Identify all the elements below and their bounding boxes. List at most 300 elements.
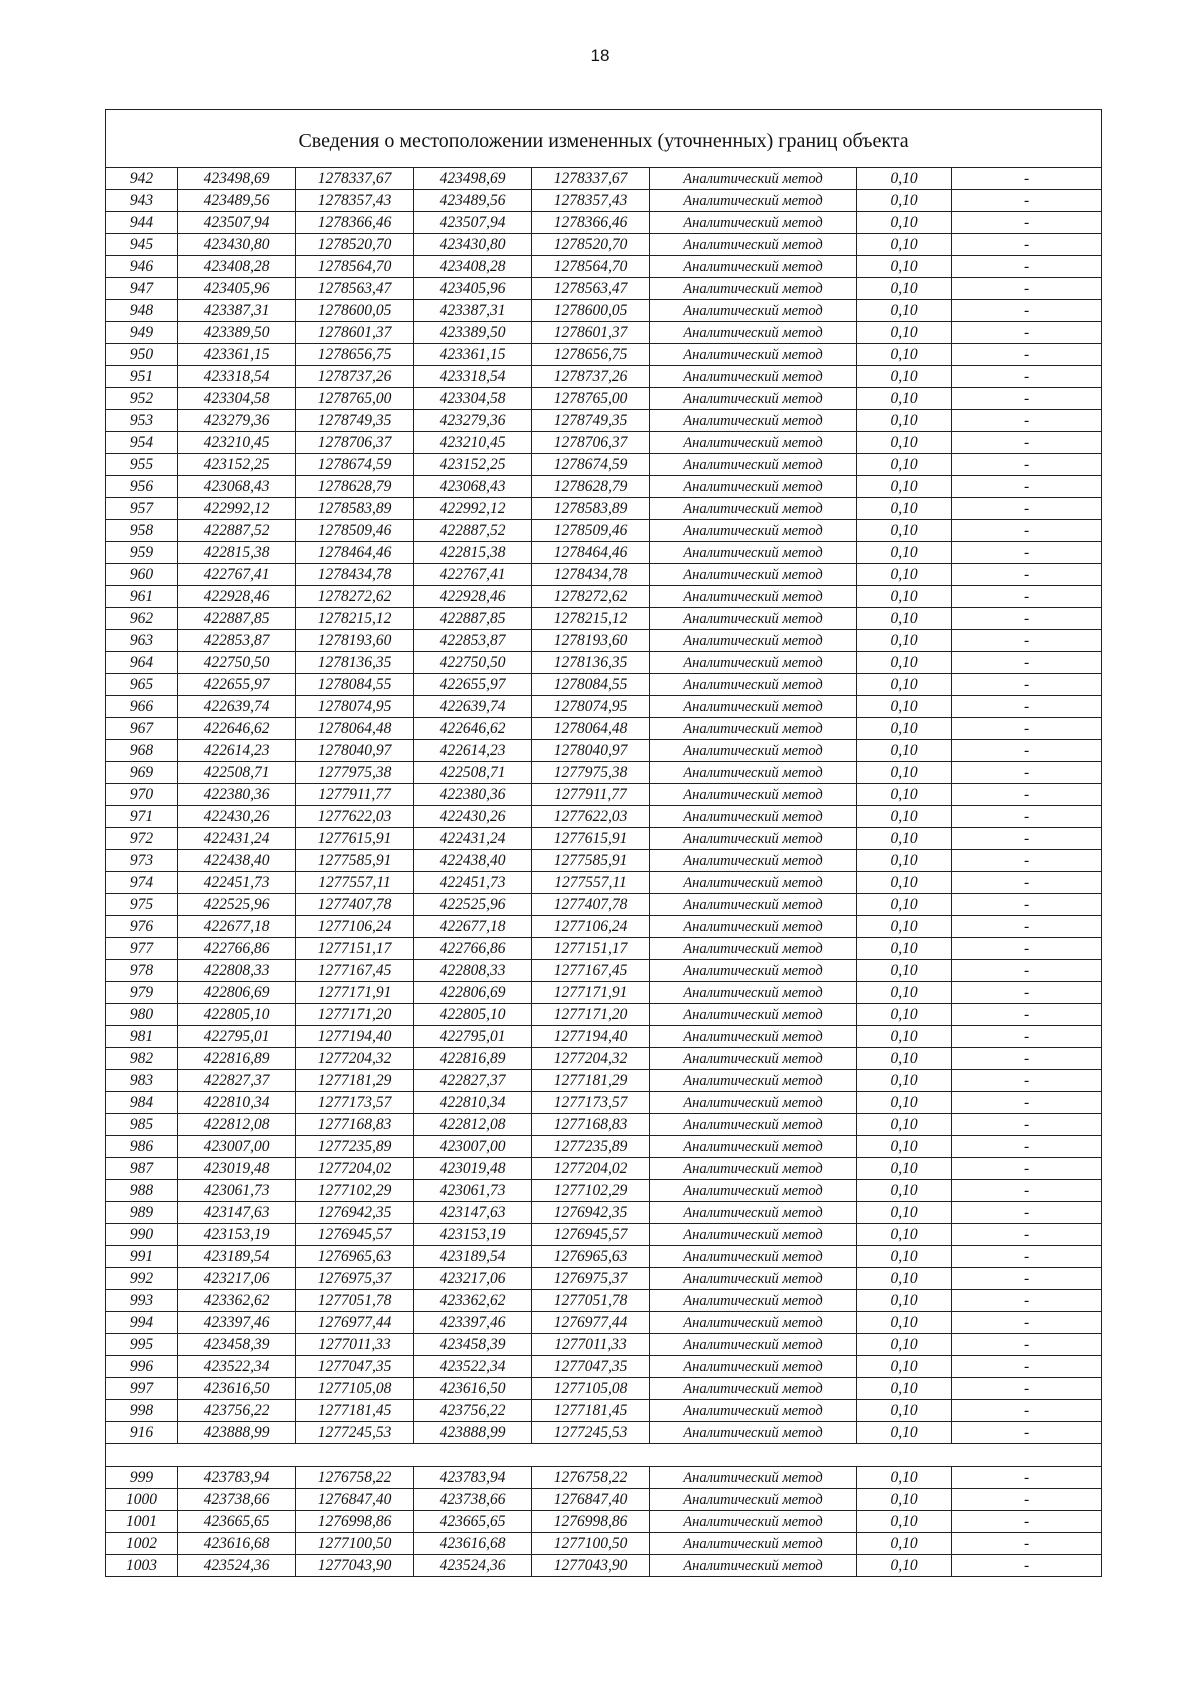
x-existing-cell: 422639,74: [178, 696, 296, 718]
table-row: [106, 190, 1102, 212]
y-existing-cell: 1277585,91: [296, 850, 414, 872]
y-refined-cell: 1278600,05: [532, 300, 650, 322]
point-number-cell: 1000: [106, 1489, 178, 1511]
method-cell: Аналитический метод: [650, 366, 857, 388]
accuracy-cell: 0,10: [857, 168, 952, 190]
description-cell: -: [952, 696, 1102, 718]
y-refined-cell: 1277011,33: [532, 1334, 650, 1356]
y-refined-cell: 1276965,63: [532, 1246, 650, 1268]
point-number-cell: 973: [106, 850, 178, 872]
method-cell: Аналитический метод: [650, 1092, 857, 1114]
y-existing-cell: 1278628,79: [296, 476, 414, 498]
accuracy-cell: 0,10: [857, 256, 952, 278]
point-number-cell: 986: [106, 1136, 178, 1158]
y-refined-cell: 1278564,70: [532, 256, 650, 278]
point-number-cell: 996: [106, 1356, 178, 1378]
y-refined-cell: 1277245,53: [532, 1422, 650, 1444]
table-row: [106, 1246, 1102, 1268]
x-refined-cell: 422438,40: [414, 850, 532, 872]
y-refined-cell: 1278366,46: [532, 212, 650, 234]
description-cell: -: [952, 960, 1102, 982]
x-existing-cell: 423210,45: [178, 432, 296, 454]
x-existing-cell: 423217,06: [178, 1268, 296, 1290]
table-row: [106, 1004, 1102, 1026]
x-existing-cell: 422795,01: [178, 1026, 296, 1048]
x-existing-cell: 423019,48: [178, 1158, 296, 1180]
accuracy-cell: 0,10: [857, 1312, 952, 1334]
table-row: [106, 520, 1102, 542]
method-cell: Аналитический метод: [650, 762, 857, 784]
y-refined-cell: 1277204,02: [532, 1158, 650, 1180]
method-cell: Аналитический метод: [650, 1048, 857, 1070]
y-existing-cell: 1277194,40: [296, 1026, 414, 1048]
description-cell: -: [952, 278, 1102, 300]
method-cell: Аналитический метод: [650, 696, 857, 718]
y-existing-cell: 1278064,48: [296, 718, 414, 740]
y-existing-cell: 1277407,78: [296, 894, 414, 916]
accuracy-cell: 0,10: [857, 630, 952, 652]
y-refined-cell: 1277105,08: [532, 1378, 650, 1400]
table-row: [106, 608, 1102, 630]
accuracy-cell: 0,10: [857, 1070, 952, 1092]
accuracy-cell: 0,10: [857, 520, 952, 542]
point-number-cell: 960: [106, 564, 178, 586]
x-refined-cell: 423061,73: [414, 1180, 532, 1202]
x-refined-cell: 423756,22: [414, 1400, 532, 1422]
point-number-cell: 943: [106, 190, 178, 212]
table-row: [106, 564, 1102, 586]
method-cell: Аналитический метод: [650, 1224, 857, 1246]
x-refined-cell: 422750,50: [414, 652, 532, 674]
method-cell: Аналитический метод: [650, 476, 857, 498]
point-number-cell: 1002: [106, 1533, 178, 1555]
description-cell: -: [952, 1224, 1102, 1246]
accuracy-cell: 0,10: [857, 564, 952, 586]
x-existing-cell: 422812,08: [178, 1114, 296, 1136]
accuracy-cell: 0,10: [857, 674, 952, 696]
y-existing-cell: 1278600,05: [296, 300, 414, 322]
x-existing-cell: 422816,89: [178, 1048, 296, 1070]
point-number-cell: 946: [106, 256, 178, 278]
method-cell: Аналитический метод: [650, 1004, 857, 1026]
method-cell: Аналитический метод: [650, 1400, 857, 1422]
method-cell: Аналитический метод: [650, 278, 857, 300]
accuracy-cell: 0,10: [857, 1114, 952, 1136]
table-row: [106, 1467, 1102, 1489]
table-row: [106, 1026, 1102, 1048]
description-cell: -: [952, 718, 1102, 740]
accuracy-cell: 0,10: [857, 828, 952, 850]
x-refined-cell: 422525,96: [414, 894, 532, 916]
point-number-cell: 950: [106, 344, 178, 366]
y-existing-cell: 1278656,75: [296, 344, 414, 366]
accuracy-cell: 0,10: [857, 542, 952, 564]
table-row: [106, 454, 1102, 476]
x-existing-cell: 422810,34: [178, 1092, 296, 1114]
x-refined-cell: 423405,96: [414, 278, 532, 300]
y-refined-cell: 1276758,22: [532, 1467, 650, 1489]
description-cell: -: [952, 344, 1102, 366]
x-refined-cell: 423019,48: [414, 1158, 532, 1180]
point-number-cell: 975: [106, 894, 178, 916]
description-cell: -: [952, 498, 1102, 520]
x-refined-cell: 423783,94: [414, 1467, 532, 1489]
x-existing-cell: 423147,63: [178, 1202, 296, 1224]
x-existing-cell: 423007,00: [178, 1136, 296, 1158]
y-refined-cell: 1278520,70: [532, 234, 650, 256]
description-cell: -: [952, 1511, 1102, 1533]
y-existing-cell: 1276942,35: [296, 1202, 414, 1224]
y-existing-cell: 1277105,08: [296, 1378, 414, 1400]
description-cell: -: [952, 168, 1102, 190]
y-refined-cell: 1276975,37: [532, 1268, 650, 1290]
y-existing-cell: 1278464,46: [296, 542, 414, 564]
y-existing-cell: 1277047,35: [296, 1356, 414, 1378]
y-refined-cell: 1277171,20: [532, 1004, 650, 1026]
method-cell: Аналитический метод: [650, 1246, 857, 1268]
y-existing-cell: 1277204,02: [296, 1158, 414, 1180]
x-existing-cell: 423361,15: [178, 344, 296, 366]
table-row: [106, 256, 1102, 278]
table-row: [106, 366, 1102, 388]
description-cell: -: [952, 762, 1102, 784]
accuracy-cell: 0,10: [857, 960, 952, 982]
x-existing-cell: 423888,99: [178, 1422, 296, 1444]
x-existing-cell: 423389,50: [178, 322, 296, 344]
x-refined-cell: 422639,74: [414, 696, 532, 718]
x-refined-cell: 423362,62: [414, 1290, 532, 1312]
description-cell: -: [952, 1026, 1102, 1048]
table-row: [106, 234, 1102, 256]
table-row: [106, 300, 1102, 322]
accuracy-cell: 0,10: [857, 718, 952, 740]
x-refined-cell: 423318,54: [414, 366, 532, 388]
accuracy-cell: 0,10: [857, 1378, 952, 1400]
accuracy-cell: 0,10: [857, 1533, 952, 1555]
description-cell: -: [952, 1489, 1102, 1511]
y-existing-cell: 1278193,60: [296, 630, 414, 652]
y-existing-cell: 1278215,12: [296, 608, 414, 630]
accuracy-cell: 0,10: [857, 388, 952, 410]
method-cell: Аналитический метод: [650, 630, 857, 652]
y-existing-cell: 1277173,57: [296, 1092, 414, 1114]
point-number-cell: 989: [106, 1202, 178, 1224]
y-refined-cell: 1277168,83: [532, 1114, 650, 1136]
table-row: [106, 1533, 1102, 1555]
x-existing-cell: 422805,10: [178, 1004, 296, 1026]
method-cell: Аналитический метод: [650, 168, 857, 190]
y-existing-cell: 1276975,37: [296, 1268, 414, 1290]
y-refined-cell: 1277047,35: [532, 1356, 650, 1378]
accuracy-cell: 0,10: [857, 696, 952, 718]
point-number-cell: 969: [106, 762, 178, 784]
method-cell: Аналитический метод: [650, 586, 857, 608]
point-number-cell: 982: [106, 1048, 178, 1070]
y-refined-cell: 1277171,91: [532, 982, 650, 1004]
method-cell: Аналитический метод: [650, 850, 857, 872]
x-refined-cell: 422508,71: [414, 762, 532, 784]
y-refined-cell: 1278272,62: [532, 586, 650, 608]
point-number-cell: 1003: [106, 1555, 178, 1577]
x-refined-cell: 422808,33: [414, 960, 532, 982]
x-existing-cell: 422766,86: [178, 938, 296, 960]
description-cell: -: [952, 982, 1102, 1004]
y-refined-cell: 1277585,91: [532, 850, 650, 872]
table-row: [106, 828, 1102, 850]
table-row: [106, 1511, 1102, 1533]
description-cell: -: [952, 872, 1102, 894]
x-existing-cell: 422750,50: [178, 652, 296, 674]
table-title-row: [106, 110, 1102, 168]
y-refined-cell: 1277407,78: [532, 894, 650, 916]
point-number-cell: 958: [106, 520, 178, 542]
x-refined-cell: 422614,23: [414, 740, 532, 762]
y-existing-cell: 1278366,46: [296, 212, 414, 234]
y-existing-cell: 1278765,00: [296, 388, 414, 410]
table-row: [106, 322, 1102, 344]
y-existing-cell: 1278272,62: [296, 586, 414, 608]
y-refined-cell: 1277181,29: [532, 1070, 650, 1092]
x-refined-cell: 422430,26: [414, 806, 532, 828]
x-existing-cell: 422827,37: [178, 1070, 296, 1092]
point-number-cell: 990: [106, 1224, 178, 1246]
description-cell: -: [952, 740, 1102, 762]
table-row: [106, 1290, 1102, 1312]
accuracy-cell: 0,10: [857, 740, 952, 762]
contour-separator-row: [106, 1444, 1102, 1467]
x-refined-cell: 422827,37: [414, 1070, 532, 1092]
description-cell: -: [952, 1246, 1102, 1268]
y-refined-cell: 1276942,35: [532, 1202, 650, 1224]
y-existing-cell: 1278520,70: [296, 234, 414, 256]
table-row: [106, 1422, 1102, 1444]
x-refined-cell: 422766,86: [414, 938, 532, 960]
method-cell: Аналитический метод: [650, 872, 857, 894]
description-cell: -: [952, 410, 1102, 432]
point-number-cell: 961: [106, 586, 178, 608]
accuracy-cell: 0,10: [857, 652, 952, 674]
method-cell: Аналитический метод: [650, 1533, 857, 1555]
description-cell: -: [952, 894, 1102, 916]
y-existing-cell: 1277615,91: [296, 828, 414, 850]
y-existing-cell: 1277171,20: [296, 1004, 414, 1026]
y-refined-cell: 1277911,77: [532, 784, 650, 806]
accuracy-cell: 0,10: [857, 1026, 952, 1048]
point-number-cell: 988: [106, 1180, 178, 1202]
x-refined-cell: 423489,56: [414, 190, 532, 212]
accuracy-cell: 0,10: [857, 1048, 952, 1070]
accuracy-cell: 0,10: [857, 1511, 952, 1533]
accuracy-cell: 0,10: [857, 872, 952, 894]
description-cell: -: [952, 1048, 1102, 1070]
method-cell: Аналитический метод: [650, 1356, 857, 1378]
table-row: [106, 850, 1102, 872]
y-refined-cell: 1278064,48: [532, 718, 650, 740]
description-cell: -: [952, 476, 1102, 498]
x-refined-cell: 422646,62: [414, 718, 532, 740]
description-cell: -: [952, 432, 1102, 454]
y-refined-cell: 1276945,57: [532, 1224, 650, 1246]
y-refined-cell: 1277204,32: [532, 1048, 650, 1070]
y-existing-cell: 1277011,33: [296, 1334, 414, 1356]
method-cell: Аналитический метод: [650, 454, 857, 476]
method-cell: Аналитический метод: [650, 212, 857, 234]
method-cell: Аналитический метод: [650, 1202, 857, 1224]
x-refined-cell: 422677,18: [414, 916, 532, 938]
accuracy-cell: 0,10: [857, 1092, 952, 1114]
y-existing-cell: 1277168,83: [296, 1114, 414, 1136]
y-refined-cell: 1278765,00: [532, 388, 650, 410]
point-number-cell: 942: [106, 168, 178, 190]
table-row: [106, 696, 1102, 718]
x-refined-cell: 422812,08: [414, 1114, 532, 1136]
y-refined-cell: 1278563,47: [532, 278, 650, 300]
y-existing-cell: 1277171,91: [296, 982, 414, 1004]
description-cell: -: [952, 1268, 1102, 1290]
point-number-cell: 951: [106, 366, 178, 388]
x-existing-cell: 423405,96: [178, 278, 296, 300]
description-cell: -: [952, 1114, 1102, 1136]
y-refined-cell: 1278737,26: [532, 366, 650, 388]
x-refined-cell: 422380,36: [414, 784, 532, 806]
y-refined-cell: 1278337,67: [532, 168, 650, 190]
x-existing-cell: 423430,80: [178, 234, 296, 256]
accuracy-cell: 0,10: [857, 1202, 952, 1224]
accuracy-cell: 0,10: [857, 1290, 952, 1312]
x-existing-cell: 423738,66: [178, 1489, 296, 1511]
y-refined-cell: 1278583,89: [532, 498, 650, 520]
table-row: [106, 344, 1102, 366]
description-cell: -: [952, 454, 1102, 476]
x-existing-cell: 422451,73: [178, 872, 296, 894]
x-refined-cell: 422887,85: [414, 608, 532, 630]
x-refined-cell: 423153,19: [414, 1224, 532, 1246]
method-cell: Аналитический метод: [650, 1467, 857, 1489]
x-existing-cell: 423387,31: [178, 300, 296, 322]
y-refined-cell: 1277173,57: [532, 1092, 650, 1114]
description-cell: -: [952, 652, 1102, 674]
table-row: [106, 388, 1102, 410]
x-existing-cell: 423362,62: [178, 1290, 296, 1312]
x-existing-cell: 422992,12: [178, 498, 296, 520]
description-cell: -: [952, 388, 1102, 410]
point-number-cell: 993: [106, 1290, 178, 1312]
method-cell: Аналитический метод: [650, 1555, 857, 1577]
y-refined-cell: 1278509,46: [532, 520, 650, 542]
x-refined-cell: 422806,69: [414, 982, 532, 1004]
x-existing-cell: 422677,18: [178, 916, 296, 938]
method-cell: Аналитический метод: [650, 784, 857, 806]
method-cell: Аналитический метод: [650, 652, 857, 674]
y-existing-cell: 1277622,03: [296, 806, 414, 828]
y-refined-cell: 1278464,46: [532, 542, 650, 564]
y-refined-cell: 1277106,24: [532, 916, 650, 938]
method-cell: Аналитический метод: [650, 1180, 857, 1202]
accuracy-cell: 0,10: [857, 1004, 952, 1026]
y-refined-cell: 1277102,29: [532, 1180, 650, 1202]
y-existing-cell: 1278040,97: [296, 740, 414, 762]
method-cell: Аналитический метод: [650, 982, 857, 1004]
y-existing-cell: 1277181,45: [296, 1400, 414, 1422]
x-refined-cell: 422816,89: [414, 1048, 532, 1070]
accuracy-cell: 0,10: [857, 982, 952, 1004]
x-existing-cell: 422614,23: [178, 740, 296, 762]
x-refined-cell: 423361,15: [414, 344, 532, 366]
method-cell: Аналитический метод: [650, 564, 857, 586]
y-refined-cell: 1277194,40: [532, 1026, 650, 1048]
x-refined-cell: 423408,28: [414, 256, 532, 278]
description-cell: -: [952, 784, 1102, 806]
x-existing-cell: 422887,85: [178, 608, 296, 630]
x-existing-cell: 422646,62: [178, 718, 296, 740]
method-cell: Аналитический метод: [650, 828, 857, 850]
y-refined-cell: 1277151,17: [532, 938, 650, 960]
y-refined-cell: 1277043,90: [532, 1555, 650, 1577]
x-refined-cell: 423210,45: [414, 432, 532, 454]
description-cell: -: [952, 1180, 1102, 1202]
y-refined-cell: 1277100,50: [532, 1533, 650, 1555]
y-refined-cell: 1276847,40: [532, 1489, 650, 1511]
x-existing-cell: 422508,71: [178, 762, 296, 784]
table-row: [106, 1489, 1102, 1511]
x-existing-cell: 422431,24: [178, 828, 296, 850]
y-refined-cell: 1277051,78: [532, 1290, 650, 1312]
table-row: [106, 1312, 1102, 1334]
method-cell: Аналитический метод: [650, 520, 857, 542]
y-existing-cell: 1277043,90: [296, 1555, 414, 1577]
x-existing-cell: 423498,69: [178, 168, 296, 190]
x-existing-cell: 423152,25: [178, 454, 296, 476]
y-refined-cell: 1278656,75: [532, 344, 650, 366]
y-existing-cell: 1277100,50: [296, 1533, 414, 1555]
description-cell: -: [952, 212, 1102, 234]
description-cell: -: [952, 366, 1102, 388]
table-row: [106, 1114, 1102, 1136]
x-refined-cell: 423507,94: [414, 212, 532, 234]
point-number-cell: 962: [106, 608, 178, 630]
description-cell: -: [952, 256, 1102, 278]
x-existing-cell: 423189,54: [178, 1246, 296, 1268]
y-existing-cell: 1276758,22: [296, 1467, 414, 1489]
description-cell: -: [952, 300, 1102, 322]
y-existing-cell: 1278564,70: [296, 256, 414, 278]
method-cell: Аналитический метод: [650, 960, 857, 982]
accuracy-cell: 0,10: [857, 806, 952, 828]
y-existing-cell: 1278084,55: [296, 674, 414, 696]
point-number-cell: 981: [106, 1026, 178, 1048]
y-existing-cell: 1276998,86: [296, 1511, 414, 1533]
accuracy-cell: 0,10: [857, 1180, 952, 1202]
x-existing-cell: 423068,43: [178, 476, 296, 498]
y-refined-cell: 1278434,78: [532, 564, 650, 586]
y-existing-cell: 1277051,78: [296, 1290, 414, 1312]
method-cell: Аналитический метод: [650, 1422, 857, 1444]
table-row: [106, 1356, 1102, 1378]
point-number-cell: 979: [106, 982, 178, 1004]
y-existing-cell: 1277245,53: [296, 1422, 414, 1444]
table-row: [106, 938, 1102, 960]
x-refined-cell: 423458,39: [414, 1334, 532, 1356]
method-cell: Аналитический метод: [650, 806, 857, 828]
description-cell: -: [952, 190, 1102, 212]
point-number-cell: 977: [106, 938, 178, 960]
method-cell: Аналитический метод: [650, 410, 857, 432]
accuracy-cell: 0,10: [857, 1555, 952, 1577]
y-refined-cell: 1278674,59: [532, 454, 650, 476]
method-cell: Аналитический метод: [650, 1070, 857, 1092]
method-cell: Аналитический метод: [650, 608, 857, 630]
x-refined-cell: 423888,99: [414, 1422, 532, 1444]
